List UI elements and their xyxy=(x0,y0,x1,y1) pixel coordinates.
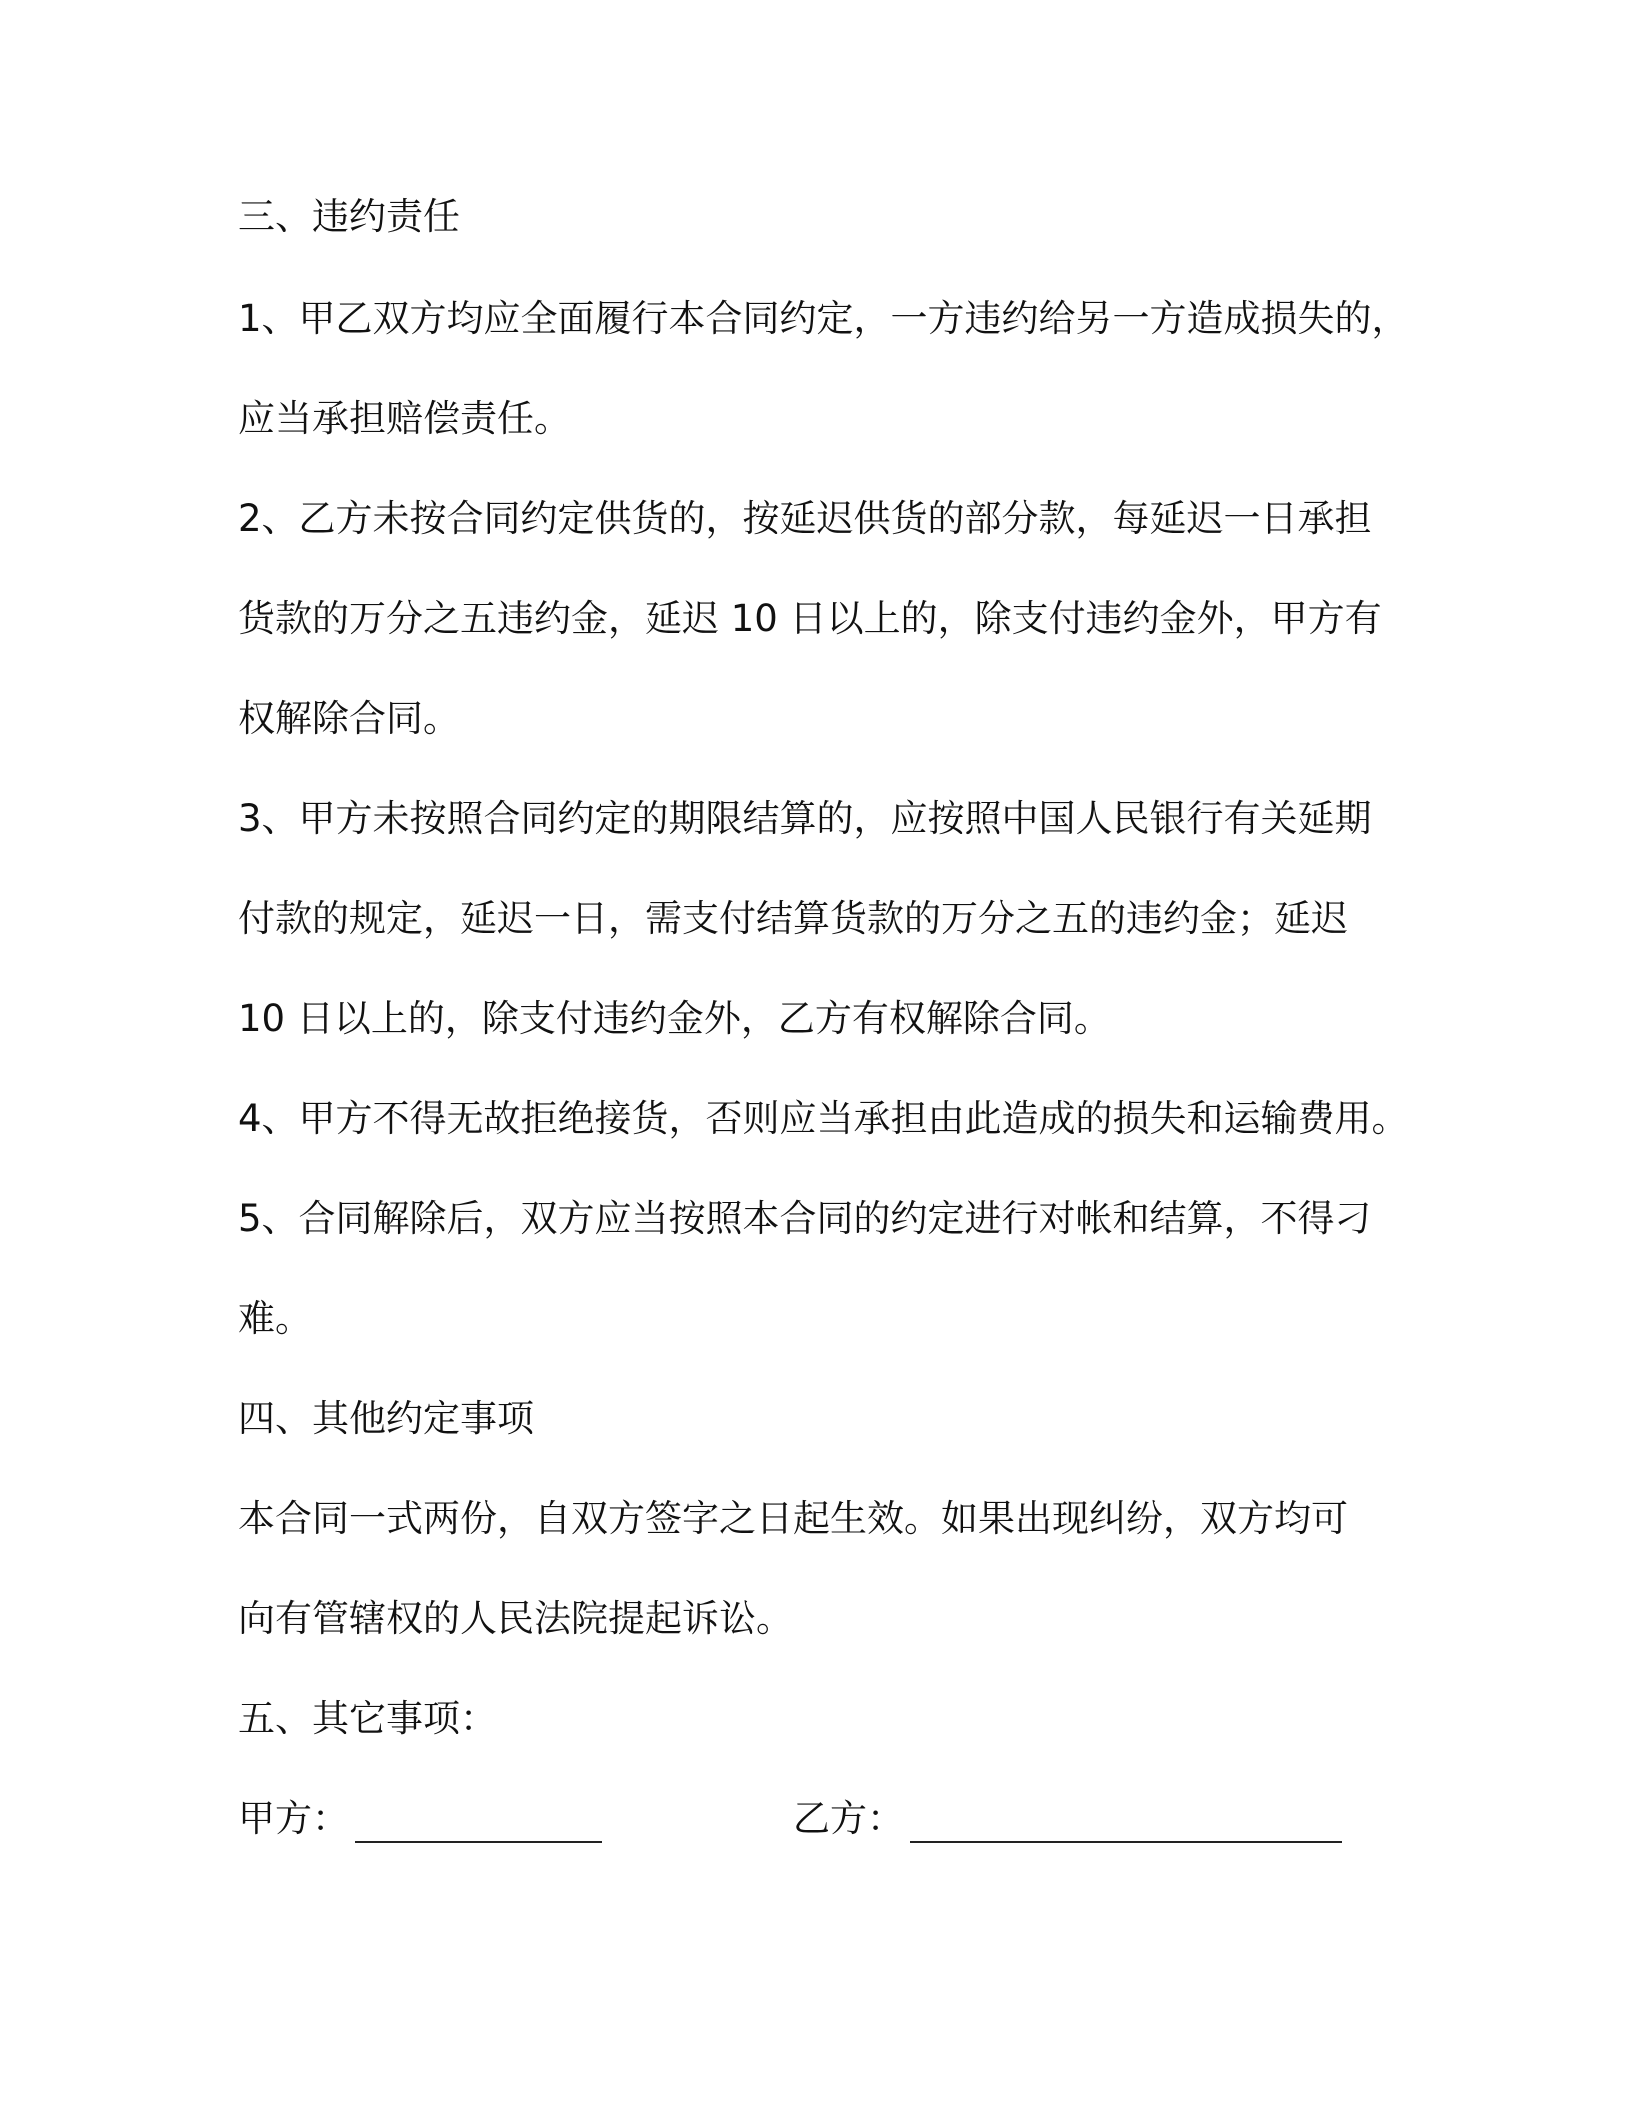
section-3-heading: 三、违约责任 xyxy=(238,195,460,238)
party-a-signature-blank[interactable] xyxy=(355,1801,602,1843)
item-2-line-3: 权解除合同。 xyxy=(238,697,460,740)
section-4-paragraph-line-1: 本合同一式两份，自双方签字之日起生效。如果出现纠纷，双方均可 xyxy=(238,1497,1348,1540)
party-b-signature-blank[interactable] xyxy=(910,1801,1342,1843)
section-4-paragraph-line-2: 向有管辖权的人民法院提起诉讼。 xyxy=(238,1597,793,1640)
party-a-signature xyxy=(238,1795,602,1843)
item-1-line-2: 应当承担赔偿责任。 xyxy=(238,397,571,440)
party-b-label: 乙方： xyxy=(793,1797,904,1840)
section-5-heading: 五、其它事项： xyxy=(238,1697,497,1740)
section-4-heading: 四、其他约定事项 xyxy=(238,1397,534,1440)
item-5-line-1: 5、合同解除后，双方应当按照本合同的约定进行对帐和结算，不得刁 xyxy=(238,1197,1372,1240)
item-4-line-1: 4、甲方不得无故拒绝接货，否则应当承担由此造成的损失和运输费用。 xyxy=(238,1097,1409,1140)
item-2-line-2: 货款的万分之五违约金，延迟 10 日以上的，除支付违约金外，甲方有 xyxy=(238,597,1382,640)
item-5-line-2: 难。 xyxy=(238,1297,312,1340)
item-3-line-1: 3、甲方未按照合同约定的期限结算的，应按照中国人民银行有关延期 xyxy=(238,797,1372,840)
item-3-line-2: 付款的规定，延迟一日，需支付结算货款的万分之五的违约金；延迟 xyxy=(238,897,1348,940)
item-3-line-3: 10 日以上的，除支付违约金外，乙方有权解除合同。 xyxy=(238,997,1111,1040)
party-b-signature xyxy=(793,1795,1342,1843)
item-1-line-1: 1、甲乙双方均应全面履行本合同约定，一方违约给另一方造成损失的， xyxy=(238,297,1409,340)
party-a-label: 甲方： xyxy=(238,1797,349,1840)
item-2-line-1: 2、乙方未按合同约定供货的，按延迟供货的部分款，每延迟一日承担 xyxy=(238,497,1372,540)
